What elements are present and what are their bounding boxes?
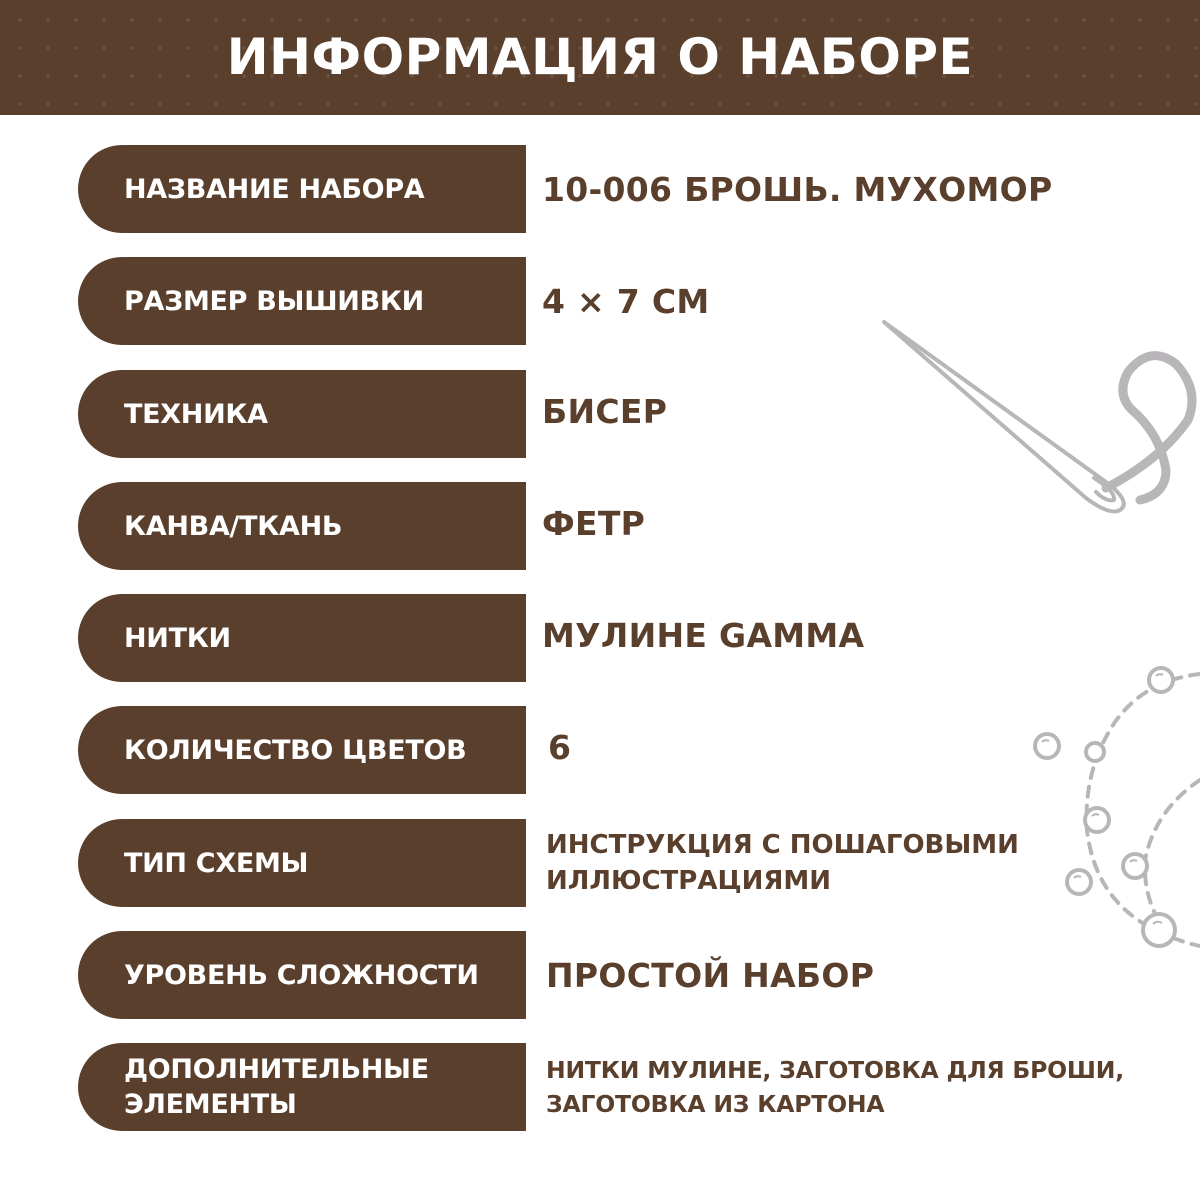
row-value: ФЕТР [542,504,646,543]
row-label-box [78,931,526,1019]
row-value: ИНСТРУКЦИЯ С ПОШАГОВЫМИ ИЛЛЮСТРАЦИЯМИ [546,830,1019,896]
needle-with-thread-icon [870,310,1200,530]
row-value: МУЛИНЕ GAMMA [542,616,865,655]
row-label-box [78,594,526,682]
row-label-box [78,706,526,794]
row-value: БИСЕР [542,392,668,431]
row-label-box [78,819,526,907]
page-title: ИНФОРМАЦИЯ О НАБОРЕ [226,28,974,86]
header-banner [0,0,1200,115]
row-label: КОЛИЧЕСТВО ЦВЕТОВ [124,734,467,766]
row-label-box [78,257,526,345]
info-row-name [0,145,1200,233]
row-value: 6 [548,728,572,767]
row-label: ДОПОЛНИТЕЛЬНЫЕ ЭЛЕМЕНТЫ [124,1054,429,1120]
info-row-scheme-type [0,819,1200,907]
row-label: ТЕХНИКА [124,398,268,430]
row-label: НАЗВАНИЕ НАБОРА [124,173,425,205]
row-label: ТИП СХЕМЫ [124,847,309,879]
info-row-difficulty [0,931,1200,1019]
row-label-box [78,1043,526,1131]
row-value: 4 × 7 СМ [542,281,710,321]
row-label: НИТКИ [124,622,231,654]
row-value: НИТКИ МУЛИНЕ, ЗАГОТОВКА ДЛЯ БРОШИ, ЗАГОТОВКА ИЗ КАРТОНА [546,1056,1124,1118]
row-label: РАЗМЕР ВЫШИВКИ [124,285,424,317]
row-value: ПРОСТОЙ НАБОР [546,955,875,995]
row-label: УРОВЕНЬ СЛОЖНОСТИ [124,959,479,991]
row-value: 10-006 БРОШЬ. МУХОМОР [542,169,1053,209]
row-label-box [78,482,526,570]
info-row-threads [0,594,1200,682]
row-label: КАНВА/ТКАНЬ [124,510,343,542]
info-row-extras [0,1043,1200,1131]
bead-string-icon [1025,660,1200,960]
row-label-box [78,145,526,233]
row-label-box [78,370,526,458]
info-row-colors-count [0,706,1200,794]
